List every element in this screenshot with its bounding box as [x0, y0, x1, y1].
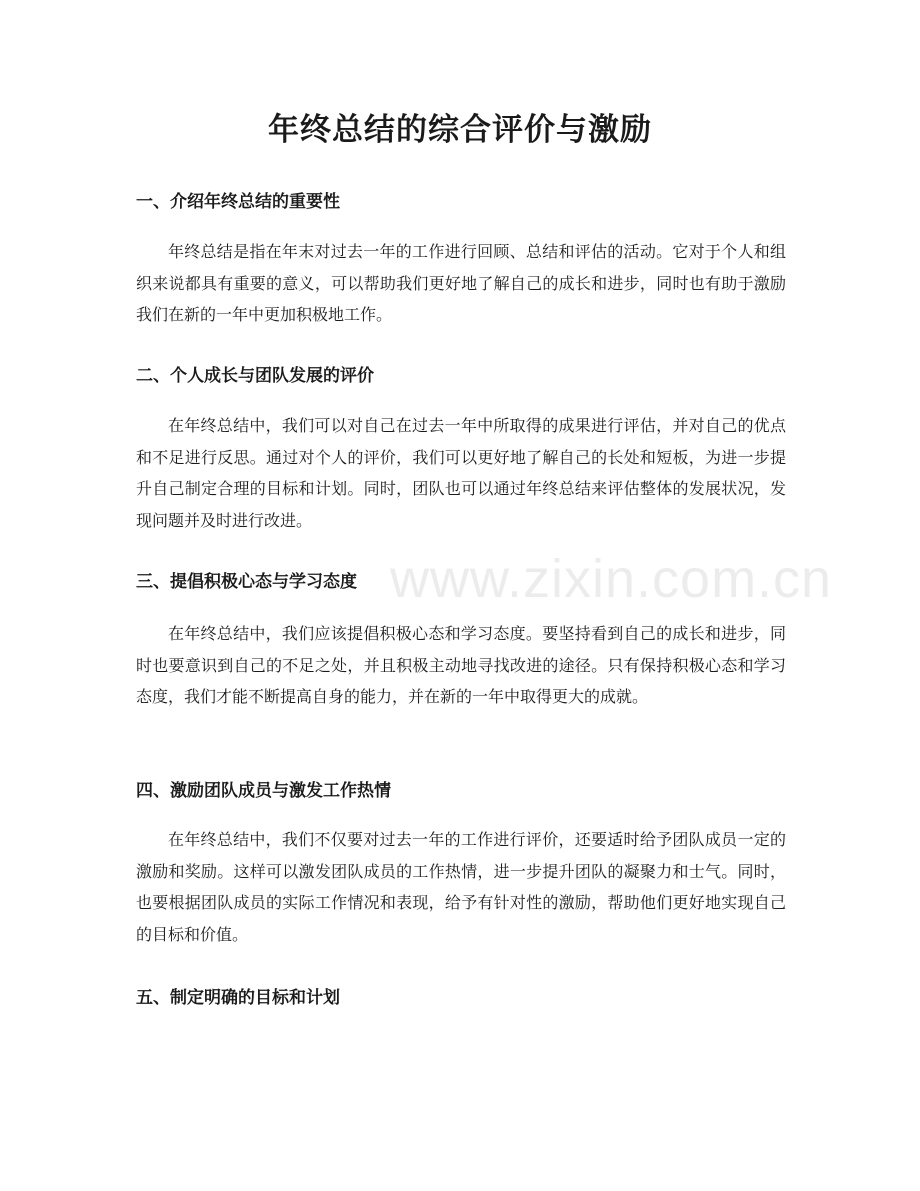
- section-heading-2: 二、个人成长与团队发展的评价: [136, 366, 374, 386]
- section-body-3: 在年终总结中，我们应该提倡积极心态和学习态度。要坚持看到自己的成长和进步，同时也要意识到自己的不足之处，并且积极主动地寻找改进的途径。只有保持积极心态和学习态度，我们才能不断提高自身的能力，并在新的一年中取得更大的成就。: [136, 624, 786, 706]
- section-heading-3: 三、提倡积极心态与学习态度: [136, 572, 357, 592]
- section-body-2: 在年终总结中，我们可以对自己在过去一年中所取得的成果进行评估，并对自己的优点和不足进行反思。通过对个人的评价，我们可以更好地了解自己的长处和短板，为进一步提升自己制定合理的目标和计划。同时，团队也可以通过年终总结来评估整体的发展状况，发现问题并及时进行改进。: [136, 416, 786, 530]
- section-body-4: 在年终总结中，我们不仅要对过去一年的工作进行评价，还要适时给予团队成员一定的激励和奖励。这样可以激发团队成员的工作热情，进一步提升团队的凝聚力和士气。同时，也要根据团队成员的实际工作情况和表现，给予有针对性的激励，帮助他们更好地实现自己的目标和价值。: [136, 830, 786, 944]
- watermark: www.zixin.com.cn: [390, 549, 833, 609]
- section-heading-1: 一、介绍年终总结的重要性: [136, 192, 340, 212]
- section-heading-5: 五、制定明确的目标和计划: [136, 988, 340, 1008]
- section-heading-4: 四、激励团队成员与激发工作热情: [136, 781, 391, 801]
- section-body-1: 年终总结是指在年末对过去一年的工作进行回顾、总结和评估的活动。它对于个人和组织来说都具有重要的意义，可以帮助我们更好地了解自己的成长和进步，同时也有助于激励我们在新的一年中更加积极地工作。: [136, 242, 786, 324]
- document-title: 年终总结的综合评价与激励: [268, 112, 652, 148]
